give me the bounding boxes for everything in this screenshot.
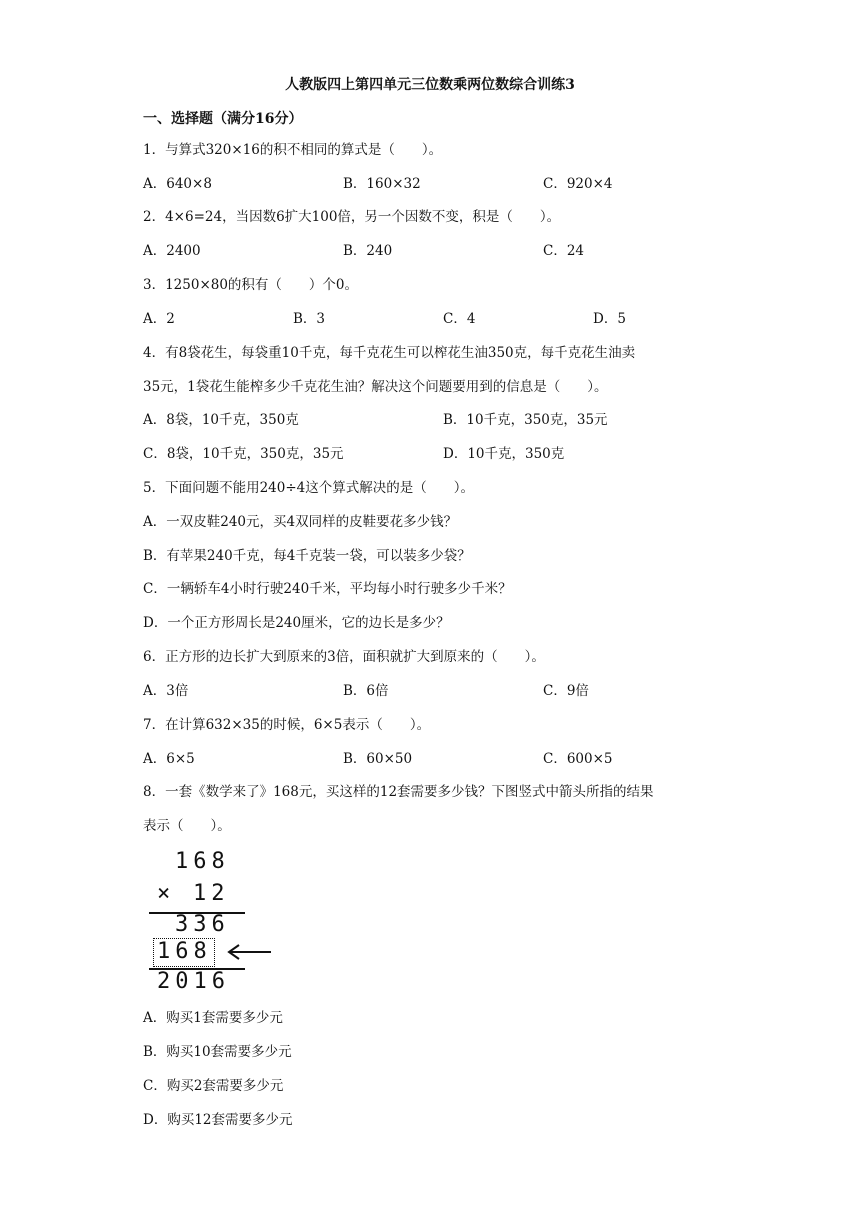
- q2-option-a[interactable]: A．2400: [143, 243, 201, 259]
- q4-option-b[interactable]: B．10千克，350克，35元: [443, 412, 608, 428]
- q8-option-b[interactable]: B．购买10套需要多少元: [143, 1044, 292, 1060]
- q3-option-d[interactable]: D．5: [593, 311, 626, 327]
- question-5-stem: 5．下面问题不能用240÷4这个算式解决的是（ ）。: [143, 480, 475, 496]
- q7-option-c[interactable]: C．600×5: [543, 751, 613, 767]
- q3-option-c[interactable]: C．4: [443, 311, 476, 327]
- q1-option-a[interactable]: A．640×8: [143, 176, 212, 192]
- q4-option-d[interactable]: D．10千克，350克: [443, 446, 565, 462]
- q7-option-a[interactable]: A．6×5: [143, 751, 195, 767]
- calc-multiplicand: 168: [175, 849, 230, 874]
- q5-option-d[interactable]: D．一个正方形周长是240厘米，它的边长是多少？: [143, 615, 450, 631]
- page-title: 人教版四上第四单元三位数乘两位数综合训练3: [285, 77, 575, 93]
- q3-option-a[interactable]: A．2: [143, 311, 175, 327]
- question-4-stem: 4．有8袋花生，每袋重10千克，每千克花生可以榨花生油350克，每千克花生油卖: [143, 345, 636, 361]
- question-2-stem: 2．4×6=24，当因数6扩大100倍，另一个因数不变，积是（ ）。: [143, 209, 561, 225]
- q6-option-c[interactable]: C．9倍: [543, 683, 589, 699]
- q5-option-c[interactable]: C．一辆轿车4小时行驶240千米，平均每小时行驶多少千米？: [143, 581, 512, 597]
- question-4-stem-cont: 35元，1袋花生能榨多少千克花生油？解决这个问题要用到的信息是（ ）。: [143, 379, 608, 395]
- q8-option-a[interactable]: A．购买1套需要多少元: [143, 1010, 283, 1026]
- vertical-multiplication-figure: [143, 850, 283, 1000]
- question-8-stem: 8．一套《数学来了》168元，买这样的12套需要多少钱？下图竖式中箭头所指的结果: [143, 784, 654, 800]
- q2-option-b[interactable]: B．240: [343, 243, 393, 259]
- question-8-stem-cont: 表示（ ）。: [143, 818, 231, 834]
- q5-option-b[interactable]: B．有苹果240千克，每4千克装一袋，可以装多少袋？: [143, 548, 471, 564]
- q3-option-b[interactable]: B．3: [293, 311, 326, 327]
- q7-option-b[interactable]: B．60×50: [343, 751, 413, 767]
- q4-option-c[interactable]: C．8袋，10千克，350克，35元: [143, 446, 344, 462]
- q6-option-a[interactable]: A．3倍: [143, 683, 189, 699]
- calc-partial-1: 336: [175, 912, 230, 937]
- section-heading: 一、选择题（满分16分）: [143, 111, 303, 127]
- question-7-stem: 7．在计算632×35的时候，6×5表示（ ）。: [143, 717, 431, 733]
- question-1-stem: 1．与算式320×16的积不相同的算式是（ ）。: [143, 142, 443, 158]
- calc-result: 2016: [157, 969, 230, 994]
- q6-option-b[interactable]: B．6倍: [343, 683, 389, 699]
- calc-multiplier: 12: [193, 881, 230, 906]
- question-3-stem: 3．1250×80的积有（ ）个0。: [143, 277, 359, 293]
- arrow-left-icon: [225, 944, 273, 960]
- q8-option-d[interactable]: D．购买12套需要多少元: [143, 1112, 293, 1128]
- question-6-stem: 6．正方形的边长扩大到原来的3倍，面积就扩大到原来的（ ）。: [143, 649, 545, 665]
- q5-option-a[interactable]: A．一双皮鞋240元，买4双同样的皮鞋要花多少钱？: [143, 514, 458, 530]
- q1-option-b[interactable]: B．160×32: [343, 176, 421, 192]
- q2-option-c[interactable]: C．24: [543, 243, 585, 259]
- calc-partial-2: 168: [157, 939, 212, 964]
- calc-multiply-sign: ×: [157, 881, 176, 906]
- q1-option-c[interactable]: C．920×4: [543, 176, 613, 192]
- q4-option-a[interactable]: A．8袋，10千克，350克: [143, 412, 299, 428]
- q8-option-c[interactable]: C．购买2套需要多少元: [143, 1078, 284, 1094]
